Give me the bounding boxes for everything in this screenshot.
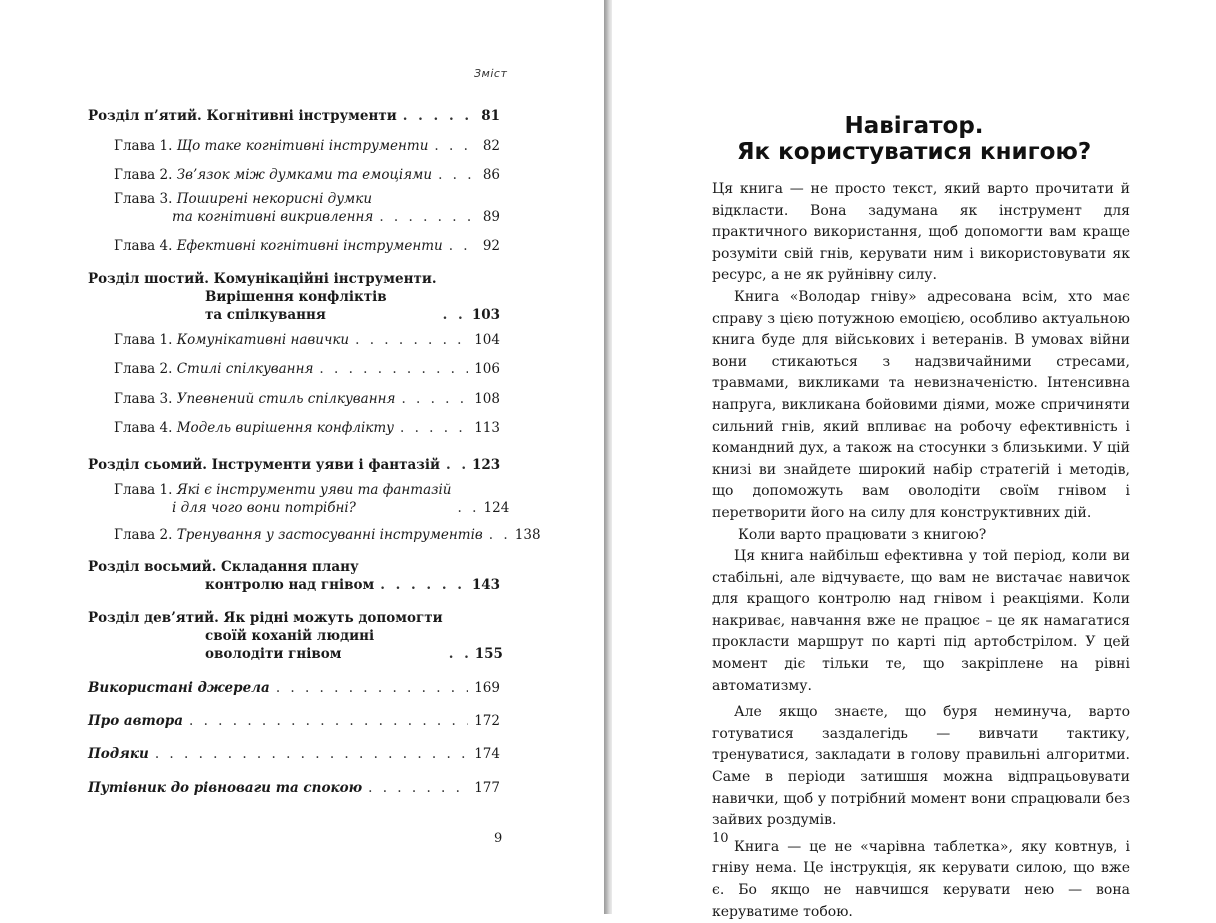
toc-entry[interactable]	[88, 609, 503, 663]
toc-entry[interactable]	[114, 331, 500, 349]
toc-chapter-number: Глава 1.	[114, 138, 177, 154]
toc-page-number: 82	[482, 138, 500, 154]
paragraph: Ця книга — не просто текст, який варто прочитати й відкласти. Вона задумана як інструмент для практичного використання, щоб допомогти вам краще розуміти свій гнів, керувати ним і використовувати як ресурс, а не як руйнівну силу.	[712, 181, 1130, 284]
toc-chapter-number: Глава 2.	[114, 361, 177, 377]
toc-entry-title-cont: оволодіти гнівом	[205, 646, 342, 662]
toc-entry-title: Розділ п’ятий. Когнітивні інструменти	[88, 108, 397, 124]
toc-entry-title: Тренування у застосуванні інструментів	[176, 527, 483, 543]
toc-page-number: 172	[474, 713, 500, 729]
toc-entry[interactable]	[88, 745, 500, 763]
toc-entry[interactable]	[88, 456, 500, 474]
toc-entry-title: Які є інструменти уяви та фантазій	[176, 482, 452, 498]
page-title	[612, 113, 1216, 165]
toc-page-number: 113	[474, 420, 500, 436]
toc-page-number: 124	[483, 500, 510, 516]
toc-entry[interactable]	[88, 107, 500, 125]
book-gutter	[604, 0, 612, 914]
toc-entry-title: Розділ шостий. Комунікаційні інструменти.	[88, 271, 437, 287]
toc-leader	[189, 712, 468, 730]
toc-page-number: 138	[514, 527, 541, 543]
toc-entry-title: Модель вирішення конфлікту	[176, 420, 394, 436]
running-head: Зміст	[474, 67, 508, 80]
toc-page-number: 104	[474, 332, 500, 348]
toc-entry-title-cont: контролю над гнівом	[205, 577, 375, 593]
toc-page-number: 174	[474, 746, 500, 762]
toc-chapter-number: Глава 3.	[114, 391, 177, 407]
toc-entry[interactable]	[88, 712, 500, 730]
toc-entry-title: Упевнений стиль спілкування	[176, 391, 396, 407]
toc-page-number: 108	[474, 391, 500, 407]
toc-page-number: 177	[474, 780, 500, 796]
toc-entry-title: Ефективні когнітивні інструменти	[176, 238, 443, 254]
body-text	[712, 179, 1130, 923]
toc-page-number: 86	[482, 167, 500, 183]
toc-entry[interactable]	[88, 558, 500, 594]
toc-chapter-number: Глава 2.	[114, 527, 177, 543]
subheading: Коли варто працювати з книгою?	[738, 526, 987, 543]
toc-page-number: 123	[472, 457, 501, 473]
toc-page-number: 155	[474, 646, 503, 662]
toc-entry-title: Розділ сьомий. Інструменти уяви і фантазій	[88, 457, 441, 473]
toc-entry-title-cont: своїй коханій людині	[205, 628, 375, 644]
toc-entry-title: Про автора	[88, 713, 183, 729]
toc-leader	[401, 390, 468, 408]
toc-entry-title-cont: та спілкування	[205, 307, 326, 323]
toc-leader	[446, 456, 466, 474]
page-number-right: 10	[712, 831, 729, 846]
toc-entry[interactable]	[114, 390, 500, 408]
toc-leader	[355, 331, 468, 349]
toc-leader	[449, 645, 469, 663]
paragraph: Ця книга найбільш ефективна у той період, коли ви стабільні, але відчуваєте, що вам не вистачає навичок для кращого контролю над гнівом і реакціями. Коли накриває, навчання вже не працює – це як намагатися прокласти маршрут по карті під артобстрілом. У цей момент діє тільки те, що закріплене на рівні автоматизму.	[712, 548, 1130, 694]
toc-entry-title: Поширені некорисні думки	[176, 191, 373, 207]
toc-entry-title-cont: та когнітивні викривлення	[172, 209, 374, 225]
toc-entry[interactable]	[114, 190, 500, 226]
toc-entry-title: Стилі спілкування	[176, 361, 314, 377]
toc-leader	[489, 526, 509, 544]
page-title-line: Як користуватися книгою?	[736, 139, 1092, 165]
toc-entry-title: Розділ восьмий. Складання плану	[88, 559, 359, 575]
toc-chapter-number: Глава 3.	[114, 191, 177, 207]
toc-leader	[380, 576, 466, 594]
toc-page-number: 169	[474, 680, 500, 696]
toc-entry[interactable]	[114, 166, 500, 184]
toc-entry-title: Путівник до рівноваги та спокою	[88, 780, 363, 796]
toc-page-number: 89	[482, 209, 500, 225]
toc-entry-title: Комунікативні навички	[176, 332, 350, 348]
toc-leader	[438, 166, 477, 184]
toc-entry[interactable]	[114, 419, 500, 437]
toc-page-number: 103	[471, 307, 500, 323]
toc-leader	[319, 360, 468, 378]
page-title-line: Навігатор.	[844, 113, 984, 139]
toc-leader	[379, 208, 476, 226]
toc-entry-title-cont: і для чого вони потрібні?	[172, 500, 356, 516]
toc-chapter-number: Глава 1.	[114, 482, 177, 498]
toc-leader	[400, 419, 468, 437]
toc-entry[interactable]	[88, 679, 500, 697]
toc-entry-title-cont: Вирішення конфліктів	[205, 289, 387, 305]
paragraph: Книга — це не «чарівна таблетка», яку ковтнув, і гніву нема. Це інструкція, як керувати силою, що вже є. Бо якщо не навчишся керувати нею — вона керуватиме тобою.	[712, 838, 1130, 920]
toc-entry-title: Зв’язок між думками та емоціями	[176, 167, 433, 183]
toc-entry[interactable]	[114, 526, 541, 544]
toc-leader	[368, 779, 468, 797]
page-number-left: 9	[494, 831, 503, 846]
toc-leader	[276, 679, 468, 697]
toc-leader	[458, 499, 478, 517]
toc-entry[interactable]	[114, 360, 500, 378]
toc-entry[interactable]	[114, 137, 500, 155]
toc-entry-title: Використані джерела	[88, 680, 270, 696]
toc-entry[interactable]	[88, 270, 500, 324]
toc-entry-title: Подяки	[88, 746, 149, 762]
toc-leader	[443, 306, 466, 324]
toc-entry-title: Розділ дев’ятий. Як рідні можуть допомогти	[88, 610, 443, 626]
toc-chapter-number: Глава 1.	[114, 332, 177, 348]
toc-leader	[155, 745, 468, 763]
toc-leader	[403, 107, 475, 125]
toc-page-number: 143	[471, 577, 500, 593]
toc-entry[interactable]	[114, 237, 500, 255]
toc-entry[interactable]	[88, 779, 500, 797]
toc-page-number: 106	[474, 361, 500, 377]
toc-leader	[434, 137, 476, 155]
paragraph: Але якщо знаєте, що буря неминуча, варто готуватися заздалегідь — вивчати тактику, тренуватися, закладати в голову правильні алгоритми. Саме в періоди затишшя можна відпрацьовувати навички, щоб у потрібний момент вони спрацювали без зайвих роздумів.	[712, 704, 1130, 829]
paragraph: Книга «Володар гніву» адресована всім, хто має справу з цією потужною емоцією, особливо актуальною книга буде для військових і ветеранів. В умовах війни вони стикаються з надзвичайними стресами, травмами, викликами та невизначеністю. Інтенсивна напруга, викликана бойовими діями, може спричиняти сильний гнів, який впливає на робочу ефективність і командний дух, а також на стосунки з близькими. У цій книзі ви знайдете широкий набір стратегій і методів, що допоможуть вам оволодіти своїм гнівом і перетворити його на силу для конструктивних дій.	[712, 288, 1130, 521]
toc-entry[interactable]	[114, 481, 510, 517]
toc-page-number: 92	[482, 238, 500, 254]
toc-chapter-number: Глава 4.	[114, 238, 177, 254]
toc-leader	[449, 237, 477, 255]
toc-chapter-number: Глава 4.	[114, 420, 177, 436]
toc-chapter-number: Глава 2.	[114, 167, 177, 183]
toc-page-number: 81	[481, 108, 500, 124]
toc-entry-title: Що таке когнітивні інструменти	[176, 138, 429, 154]
